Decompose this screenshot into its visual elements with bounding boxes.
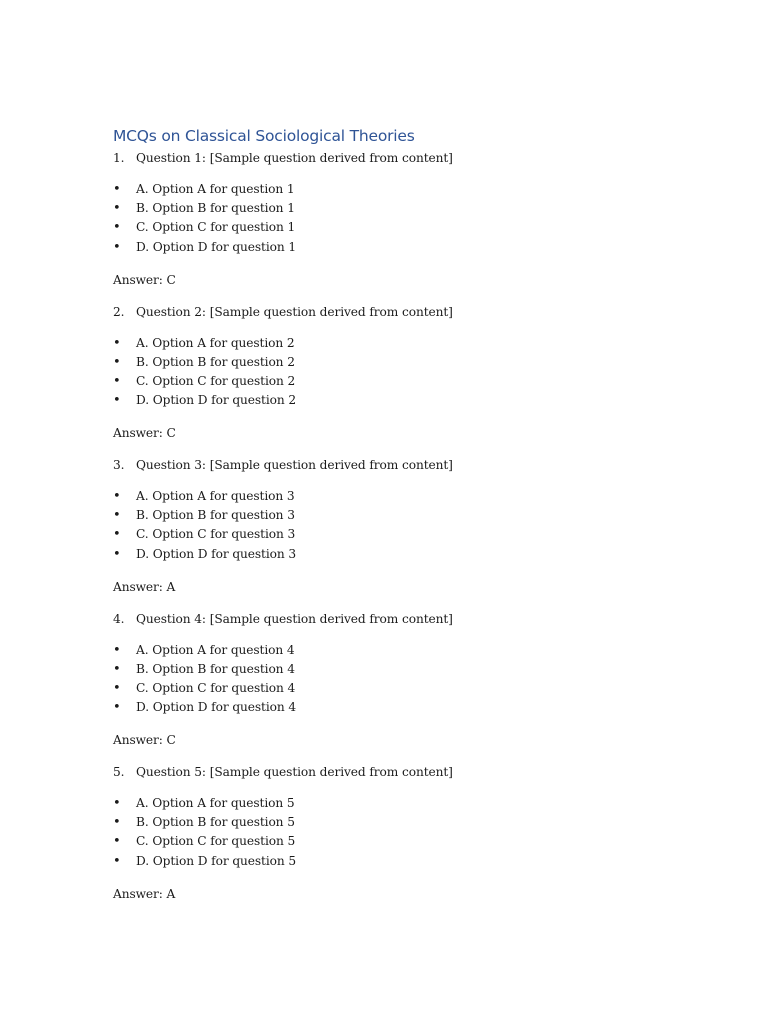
question-number: 1. bbox=[113, 151, 125, 165]
question-number: 5. bbox=[113, 765, 125, 779]
question-number: 2. bbox=[113, 304, 125, 319]
bullet-icon: • bbox=[113, 796, 121, 811]
option-item bbox=[113, 698, 673, 717]
option-item bbox=[113, 813, 673, 832]
option-list bbox=[113, 794, 673, 871]
option-item bbox=[113, 238, 673, 257]
bullet-icon: • bbox=[113, 182, 121, 197]
option-text: A. Option A for question 5 bbox=[136, 796, 295, 810]
answer-line: Answer: C bbox=[113, 733, 176, 748]
question-block bbox=[113, 148, 673, 302]
option-text: C. Option C for question 1 bbox=[136, 220, 296, 235]
option-item bbox=[113, 218, 673, 237]
option-list bbox=[113, 487, 673, 564]
option-item bbox=[113, 794, 673, 813]
option-text: B. Option B for question 5 bbox=[136, 815, 295, 830]
question-block bbox=[113, 762, 673, 916]
bullet-icon: • bbox=[113, 489, 121, 504]
option-text: D. Option D for question 4 bbox=[136, 700, 297, 715]
question-number: 3. bbox=[113, 458, 125, 472]
bullet-icon: • bbox=[113, 642, 121, 658]
bullet-icon: • bbox=[113, 546, 121, 562]
question-block bbox=[113, 455, 673, 609]
option-text: D. Option D for question 3 bbox=[136, 546, 297, 561]
option-text: B. Option B for question 1 bbox=[136, 201, 295, 216]
bullet-icon: • bbox=[113, 661, 121, 677]
question-text: Question 4: [Sample question derived from content] bbox=[136, 611, 453, 626]
option-text: C. Option C for question 5 bbox=[136, 834, 296, 849]
question-block bbox=[113, 302, 673, 456]
option-text: B. Option B for question 4 bbox=[136, 661, 295, 676]
question-line bbox=[113, 609, 673, 629]
option-text: A. Option A for question 1 bbox=[136, 182, 295, 196]
option-item bbox=[113, 832, 673, 851]
question-line bbox=[113, 148, 673, 168]
answer-line: Answer: C bbox=[113, 272, 176, 287]
bullet-icon: • bbox=[113, 680, 121, 696]
question-line bbox=[113, 455, 673, 475]
option-text: D. Option D for question 5 bbox=[136, 853, 297, 868]
question-text: Question 5: [Sample question derived from content] bbox=[136, 765, 453, 779]
option-text: C. Option C for question 3 bbox=[136, 527, 296, 542]
bullet-icon: • bbox=[113, 220, 121, 236]
option-list bbox=[113, 641, 673, 718]
question-line bbox=[113, 762, 673, 782]
bullet-icon: • bbox=[113, 373, 121, 389]
bullet-icon: • bbox=[113, 508, 121, 524]
option-item bbox=[113, 334, 673, 353]
bullet-icon: • bbox=[113, 700, 121, 716]
option-text: D. Option D for question 1 bbox=[136, 239, 297, 254]
answer-line: Answer: C bbox=[113, 426, 176, 441]
option-item bbox=[113, 372, 673, 391]
bullet-icon: • bbox=[113, 239, 121, 255]
option-item bbox=[113, 391, 673, 410]
option-text: B. Option B for question 2 bbox=[136, 354, 295, 369]
option-text: A. Option A for question 2 bbox=[136, 335, 295, 350]
option-item bbox=[113, 506, 673, 525]
bullet-icon: • bbox=[113, 815, 121, 831]
option-item bbox=[113, 525, 673, 544]
question-text: Question 1: [Sample question derived from content] bbox=[136, 151, 453, 165]
bullet-icon: • bbox=[113, 527, 121, 543]
option-list bbox=[113, 334, 673, 411]
option-item bbox=[113, 180, 673, 199]
option-item bbox=[113, 545, 673, 564]
bullet-icon: • bbox=[113, 393, 121, 409]
bullet-icon: • bbox=[113, 201, 121, 217]
option-text: B. Option B for question 3 bbox=[136, 508, 295, 523]
bullet-icon: • bbox=[113, 853, 121, 869]
answer-line: Answer: A bbox=[113, 579, 176, 594]
bullet-icon: • bbox=[113, 834, 121, 850]
question-block bbox=[113, 609, 673, 763]
option-text: A. Option A for question 3 bbox=[136, 489, 295, 503]
option-text: D. Option D for question 2 bbox=[136, 393, 297, 408]
answer-line: Answer: A bbox=[113, 886, 176, 901]
question-text: Question 3: [Sample question derived from content] bbox=[136, 458, 453, 472]
option-item bbox=[113, 353, 673, 372]
option-list bbox=[113, 180, 673, 257]
bullet-icon: • bbox=[113, 335, 121, 351]
option-text: A. Option A for question 4 bbox=[136, 642, 295, 657]
question-text: Question 2: [Sample question derived from content] bbox=[136, 304, 453, 319]
option-item bbox=[113, 852, 673, 871]
document-title: MCQs on Classical Sociological Theories bbox=[113, 127, 415, 145]
bullet-icon: • bbox=[113, 354, 121, 370]
question-line bbox=[113, 302, 673, 322]
question-number: 4. bbox=[113, 611, 125, 626]
option-text: C. Option C for question 2 bbox=[136, 373, 296, 388]
option-text: C. Option C for question 4 bbox=[136, 680, 296, 695]
option-item bbox=[113, 641, 673, 660]
option-item bbox=[113, 487, 673, 506]
option-item bbox=[113, 679, 673, 698]
document-page bbox=[113, 124, 673, 916]
option-item bbox=[113, 199, 673, 218]
option-item bbox=[113, 660, 673, 679]
